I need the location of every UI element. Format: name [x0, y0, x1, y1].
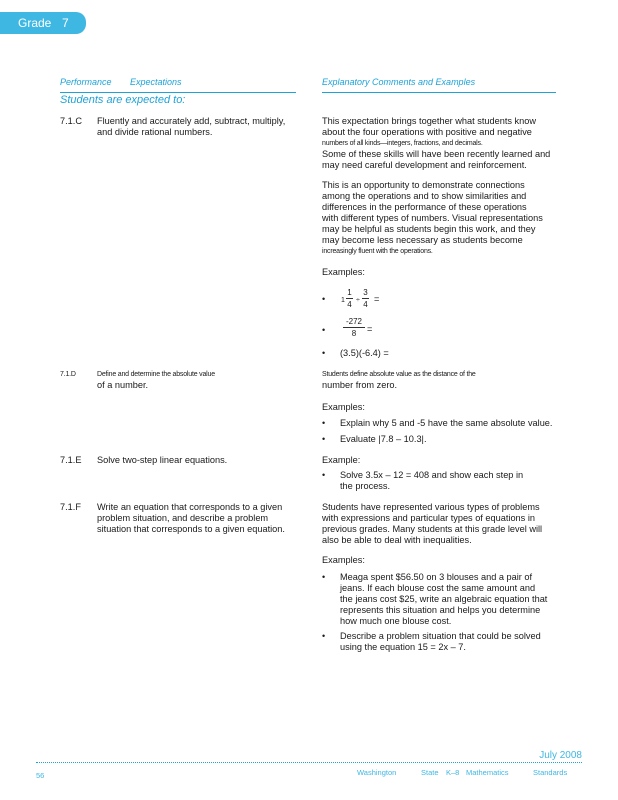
ex-7-1-d-2: Evaluate |7.8 – 10.3|.: [340, 434, 427, 444]
grade-tab: [0, 12, 86, 34]
examples-label-7-1-f: Examples:: [322, 555, 365, 565]
expectation-7-1-f-line3: situation that corresponds to a given equation.: [97, 524, 285, 534]
ex-7-1-f-1-line2: jeans. If each blouse cost the same amount and: [340, 583, 536, 593]
comment-7-1-c-line5: may need careful development and reinforcement.: [322, 160, 527, 170]
ex1-numerator-2: 3: [363, 288, 368, 297]
ex2-numerator: -272: [345, 317, 362, 326]
footer-date: July 2008: [539, 750, 582, 761]
performance-header: Performance: [60, 77, 112, 87]
comment-7-1-c-line3: numbers of all kinds—integers, fractions, and decimals.: [322, 140, 483, 147]
example-label-7-1-e: Example:: [322, 455, 361, 465]
explanatory-header: Explanatory Comments and Examples: [322, 77, 476, 87]
code-7-1-c: 7.1.C: [60, 116, 82, 126]
ex1-equals: =: [374, 294, 380, 304]
ex-7-1-e-line1: Solve 3.5x – 12 = 408 and show each step in: [340, 470, 524, 480]
ex-7-1-f-2-line2: using the equation 15 = 2x – 7.: [340, 642, 466, 652]
ex1-whole: 1: [341, 297, 345, 304]
footer-word-standards: Standards: [533, 768, 568, 777]
fraction-bar: [346, 298, 353, 299]
fraction-bar: [362, 298, 369, 299]
students-expected-subheading: Students are expected to:: [60, 94, 186, 106]
ex-7-1-f-1-line5: how much one blouse cost.: [340, 616, 452, 626]
ex-7-1-e-line2: the process.: [340, 481, 391, 491]
code-7-1-d: 7.1.D: [60, 371, 76, 378]
comment-7-1-d-line2: number from zero.: [322, 380, 398, 390]
ex-7-1-d-1: Explain why 5 and -5 have the same absolute value.: [340, 418, 553, 428]
ex1-fraction-1: [346, 288, 353, 309]
page-number: 56: [36, 771, 45, 780]
ex1-denominator-2: 4: [363, 300, 368, 309]
footer-word-k8: K–8: [446, 768, 460, 777]
expectation-7-1-e: Solve two-step linear equations.: [97, 455, 228, 465]
ex2-fraction: [343, 317, 365, 338]
ex-7-1-f-1-line3: the jeans cost $25, write an algebraic equation that: [340, 594, 548, 604]
examples-label-7-1-c: Examples:: [322, 267, 365, 277]
comment-7-1-f-line4: also be able to deal with inequalities.: [322, 535, 472, 545]
para-7-1-c-line7: increasingly fluent with the operations.: [322, 248, 433, 255]
comment-7-1-c-line1: This expectation brings together what students know: [322, 116, 536, 126]
bullet: •: [322, 418, 326, 428]
expectations-header: Expectations: [130, 77, 182, 87]
ex2-denominator: 8: [351, 329, 357, 338]
header-rule-right: [322, 92, 556, 93]
footer-word-state: State: [421, 768, 439, 777]
expectation-7-1-d-line1: Define and determine the absolute value: [97, 371, 215, 378]
bullet: •: [322, 348, 326, 358]
bullet: •: [322, 294, 326, 304]
ex2-equals: =: [367, 324, 373, 334]
comment-7-1-f-line2: with expressions and particular types of equations in: [322, 513, 535, 523]
expectation-7-1-f-line1: Write an equation that corresponds to a given: [97, 502, 283, 512]
para-7-1-c-line5: may be helpful as students begin this work, and they: [322, 224, 536, 234]
ex1-operator: ÷: [356, 297, 360, 304]
bullet: •: [322, 434, 326, 444]
para-7-1-c-line1: This is an opportunity to demonstrate connections: [322, 180, 525, 190]
ex-7-1-f-1-line4: represents this situation and helps you determine: [340, 605, 541, 615]
code-7-1-e: 7.1.E: [60, 455, 82, 465]
ex1-denominator-1: 4: [347, 300, 352, 309]
para-7-1-c-line6: may become less necessary as students become: [322, 235, 523, 245]
expectation-7-1-c-line2: and divide rational numbers.: [97, 127, 213, 137]
comment-7-1-f-line1: Students have represented various types of problems: [322, 502, 540, 512]
examples-label-7-1-d: Examples:: [322, 402, 365, 412]
comment-7-1-f-line3: previous grades. Many students at this grade level will: [322, 524, 543, 534]
bullet: •: [322, 572, 326, 582]
expectation-7-1-f-line2: problem situation, and describe a problem: [97, 513, 269, 523]
bullet: •: [322, 325, 326, 335]
comment-7-1-c-line4: Some of these skills will have been recently learned and: [322, 149, 551, 159]
grade-number: 7: [62, 16, 69, 30]
para-7-1-c-line2: among the operations and to show similarities and: [322, 191, 527, 201]
ex1-fraction-2: [362, 288, 369, 309]
grade-label: Grade: [18, 16, 52, 30]
ex3-expression: (3.5)(-6.4) =: [340, 348, 389, 358]
comment-7-1-d-line1: Students define absolute value as the distance of the: [322, 371, 476, 378]
footer-word-washington: Washington: [357, 768, 397, 777]
para-7-1-c-line4: with different types of numbers. Visual representations: [322, 213, 543, 223]
footer-rule: [36, 762, 582, 763]
bullet: •: [322, 470, 326, 480]
ex-7-1-f-1-line1: Meaga spent $56.50 on 3 blouses and a pair of: [340, 572, 533, 582]
expectation-7-1-c-line1: Fluently and accurately add, subtract, multiply,: [97, 116, 286, 126]
ex-7-1-f-2-line1: Describe a problem situation that could be solved: [340, 631, 541, 641]
code-7-1-f: 7.1.F: [60, 502, 81, 512]
comment-7-1-c-line2: about the four operations with positive and negative: [322, 127, 532, 137]
fraction-bar: [343, 327, 365, 328]
footer-word-mathematics: Mathematics: [466, 768, 509, 777]
header-rule-left: [60, 92, 296, 93]
expectation-7-1-d-line2: of a number.: [97, 380, 149, 390]
ex1-numerator-1: 1: [347, 288, 352, 297]
bullet: •: [322, 631, 326, 641]
para-7-1-c-line3: differences in the performance of these operations: [322, 202, 527, 212]
